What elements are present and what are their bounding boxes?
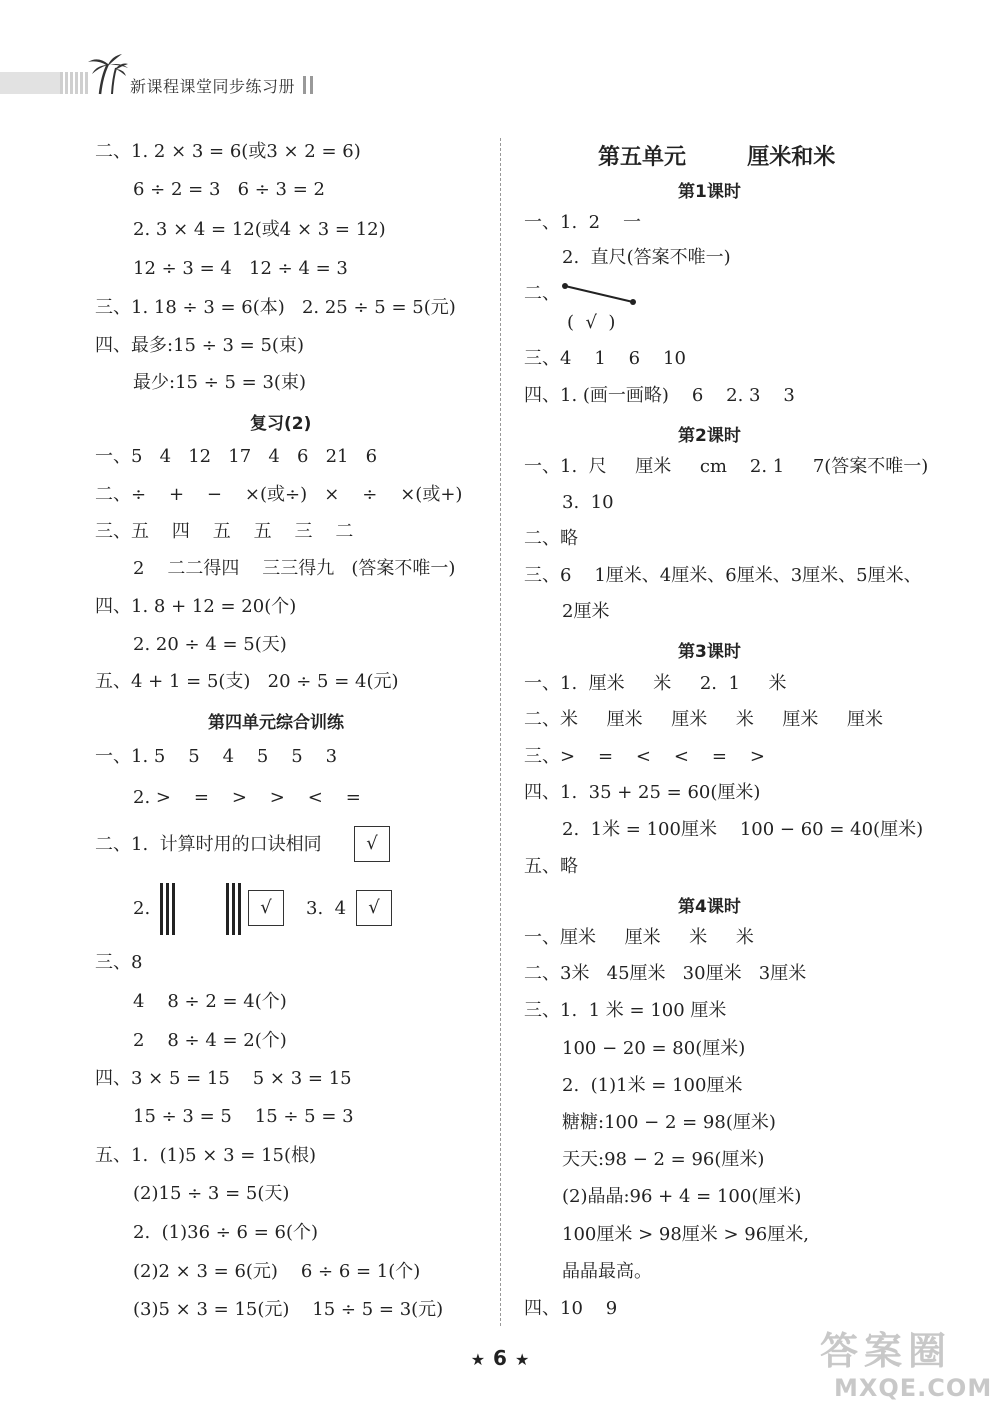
watermark — [820, 1320, 993, 1402]
answer-line: 2. 直尺(答案不唯一) — [562, 247, 731, 268]
answer-line: (2)2 × 3 = 6(元) 6 ÷ 6 = 1(个) — [133, 1261, 421, 1282]
answer-line: 12 ÷ 3 = 4 12 ÷ 4 = 3 — [133, 258, 348, 279]
answer-line: 2. — [133, 898, 151, 919]
palm-tree-icon — [86, 50, 130, 96]
answer-line: 五、4 + 1 = 5(支) 20 ÷ 5 = 4(元) — [95, 671, 399, 692]
answer-line: 糖糖:100 − 2 = 98(厘米) — [562, 1112, 776, 1133]
lesson-title-2: 第2课时 — [678, 426, 741, 446]
lesson-title-4: 第4课时 — [678, 897, 741, 917]
header-bars-decoration — [303, 76, 319, 94]
lesson-title-1: 第1课时 — [678, 182, 741, 202]
answer-line: 一、厘米 厘米 米 米 — [524, 927, 754, 948]
check-box: √ — [248, 890, 284, 926]
watermark-url: MXQE.COM — [834, 1374, 993, 1402]
section-title-unit4: 第四单元综合训练 — [208, 713, 344, 733]
answer-line: 一、1. 尺 厘米 cm 2. 1 7(答案不唯一) — [524, 456, 929, 477]
answer-line: 二、米 厘米 厘米 米 厘米 厘米 — [524, 709, 884, 730]
answer-line: 二、3米 45厘米 30厘米 3厘米 — [524, 963, 807, 984]
answer-line: ( √ ) — [567, 312, 616, 333]
answer-line: 100 − 20 = 80(厘米) — [562, 1038, 746, 1059]
answer-line: 三、8 — [95, 952, 143, 973]
answer-line: 二、略 — [524, 528, 578, 549]
answer-line: 四、最多:15 ÷ 3 = 5(束) — [95, 335, 304, 356]
answer-line: 一、1. 5 5 4 5 5 3 — [95, 746, 338, 767]
section-title-review-2: 复习(2) — [250, 414, 312, 434]
answer-line: 五、略 — [524, 856, 578, 877]
answer-line: (2)晶晶:96 + 4 = 100(厘米) — [562, 1186, 802, 1207]
answer-line: 晶晶最高。 — [562, 1261, 652, 1282]
answer-line: 4 8 ÷ 2 = 4(个) — [133, 991, 287, 1012]
lesson-title-3: 第3课时 — [678, 642, 741, 662]
answer-line: 四、3 × 5 = 15 5 × 3 = 15 — [95, 1068, 352, 1089]
answer-line: 2. (1)36 ÷ 6 = 6(个) — [133, 1222, 319, 1243]
answer-line: 四、10 9 — [524, 1298, 618, 1319]
answer-line: 6 ÷ 2 = 3 6 ÷ 3 = 2 — [133, 179, 325, 200]
watermark-logo-text: 答案圈 — [820, 1329, 953, 1373]
answer-line: 三、1. 1 米 = 100 厘米 — [524, 1000, 727, 1021]
answer-line: 3. 10 — [562, 492, 614, 513]
answer-line: 二、÷ + − ×(或÷) × ÷ ×(或+) — [95, 484, 463, 505]
star-icon: ★ — [514, 1350, 530, 1369]
answer-line: 三、6 1厘米、4厘米、6厘米、3厘米、5厘米、 — [524, 565, 922, 586]
column-divider — [500, 138, 501, 1326]
answer-line: 三、4 1 6 10 — [524, 348, 686, 369]
answer-line: 2. (1)1米 = 100厘米 — [562, 1075, 743, 1096]
star-icon: ★ — [470, 1350, 486, 1369]
answer-line: 3. 4 — [306, 898, 347, 919]
check-box: √ — [356, 890, 392, 926]
book-title: 新课程课堂同步练习册 — [130, 77, 296, 96]
answer-line: (3)5 × 3 = 15(元) 15 ÷ 5 = 3(元) — [133, 1299, 444, 1320]
unit5-title: 第五单元 厘米和米 — [598, 144, 836, 170]
answer-line: 2. 20 ÷ 4 = 5(天) — [133, 634, 287, 655]
answer-line: 一、1. 2 一 — [524, 212, 641, 233]
answer-line: 四、1. (画一画略) 6 2. 3 3 — [524, 385, 795, 406]
answer-line: 四、1. 35 + 25 = 60(厘米) — [524, 782, 761, 803]
answer-line: 2 8 ÷ 4 = 2(个) — [133, 1030, 287, 1051]
answer-line: 一、1. 厘米 米 2. 1 米 — [524, 673, 787, 694]
answer-line: 2 二二得四 三三得九 (答案不唯一) — [133, 558, 456, 579]
answer-line: 五、1. (1)5 × 3 = 15(根) — [95, 1145, 317, 1166]
answer-line: 一、5 4 12 17 4 6 21 6 — [95, 446, 378, 467]
answer-line: 2. > = > > < = — [133, 787, 361, 808]
answer-line: 100厘米 > 98厘米 > 96厘米, — [562, 1224, 809, 1245]
answer-line: 2. 3 × 4 = 12(或4 × 3 = 12) — [133, 219, 386, 240]
answer-line: 二、 — [524, 283, 560, 304]
answer-line: 三、五 四 五 五 三 二 — [95, 521, 354, 542]
answer-line: 2厘米 — [562, 601, 610, 622]
answer-line: 二、1. 2 × 3 = 6(或3 × 2 = 6) — [95, 141, 361, 162]
answer-line: 四、1. 8 + 12 = 20(个) — [95, 596, 297, 617]
page-number: 6 — [493, 1346, 507, 1370]
answer-line: 二、1. 计算时用的口诀相同 — [95, 834, 322, 855]
answer-line: 最少:15 ÷ 5 = 3(束) — [133, 372, 306, 393]
answer-line: 三、1. 18 ÷ 3 = 6(本) 2. 25 ÷ 5 = 5(元) — [95, 297, 456, 318]
check-box: √ — [354, 826, 390, 862]
answer-line: 2. 1米 = 100厘米 100 − 60 = 40(厘米) — [562, 819, 924, 840]
line-segment-drawing — [560, 280, 640, 308]
answer-line: 天天:98 − 2 = 96(厘米) — [562, 1149, 765, 1170]
answer-line: 15 ÷ 3 = 5 15 ÷ 5 = 3 — [133, 1106, 354, 1127]
answer-line: (2)15 ÷ 3 = 5(天) — [133, 1183, 290, 1204]
answer-line: 三、> = < < = > — [524, 746, 765, 767]
